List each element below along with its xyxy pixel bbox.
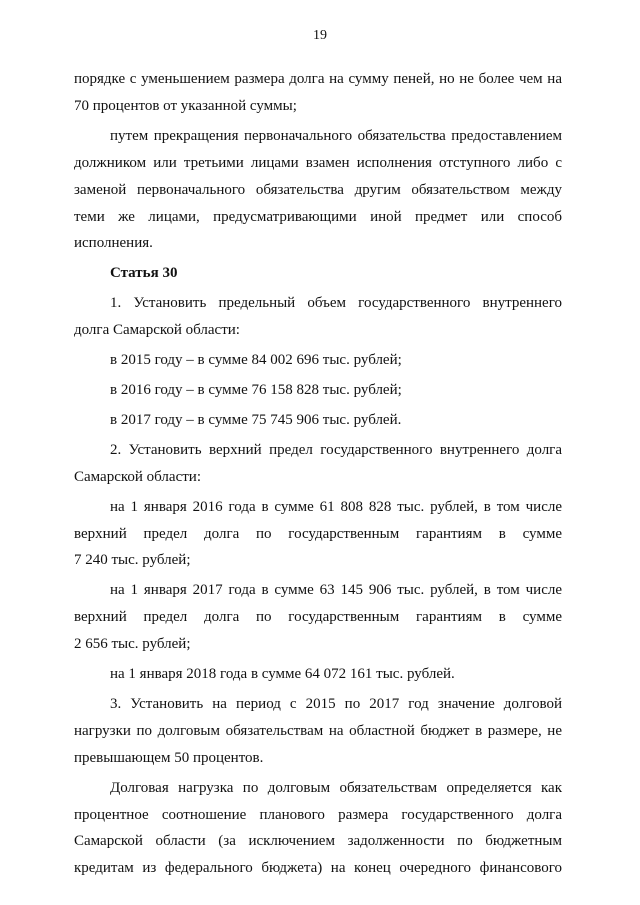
text-line: долга Самарской области:	[74, 322, 240, 339]
text-line: 7 240 тыс. рублей;	[74, 552, 191, 569]
text-line: превышающем 50 процентов.	[74, 749, 264, 766]
paragraph-ceiling-2018: на 1 января 2018 года в сумме 64 072 161 тыс. рублей.	[110, 666, 455, 683]
article-title: Статья 30	[110, 265, 178, 282]
text-line: на 1 января 2016 года в сумме 61 808 828 тыс. рублей, в том числе	[110, 498, 562, 515]
page-number: 19	[313, 28, 327, 43]
text-line: верхний предел долга по государственным гарантиям в сумме	[74, 525, 562, 542]
text-line: путем прекращения первоначального обязательства предоставлением	[110, 127, 562, 144]
text-line: порядке с уменьшением размера долга на сумму пеней, но не более чем на	[74, 71, 562, 87]
paragraph-ceiling-2016	[74, 494, 562, 575]
text-line: Долговая нагрузка по долговым обязательствам определяется как	[110, 779, 562, 796]
paragraph-obligation-termination	[74, 123, 562, 258]
paragraph-debt-load-definition	[74, 775, 562, 883]
paragraph-ceiling-2017	[74, 577, 562, 658]
text-line: нагрузки по долговым обязательствам на областной бюджет в размере, не	[74, 722, 562, 739]
text-line: верхний предел долга по государственным гарантиям в сумме	[74, 609, 562, 626]
text-line: 3. Установить на период с 2015 по 2017 год значение долговой	[110, 695, 562, 712]
text-line: теми же лицами, предусматривающими иной предмет или способ	[74, 208, 562, 225]
paragraph-limit-2016: в 2016 году – в сумме 76 158 828 тыс. рублей;	[110, 381, 402, 398]
paragraph-limit-2015: в 2015 году – в сумме 84 002 696 тыс. рублей;	[110, 352, 402, 369]
text-line: кредитам из федерального бюджета) на конец очередного финансового	[74, 860, 562, 877]
text-line: 2. Установить верхний предел государственного внутреннего долга	[110, 441, 562, 458]
paragraph-item-2	[74, 437, 562, 491]
text-line: Самарской области:	[74, 468, 201, 485]
paragraph-limit-2017: в 2017 году – в сумме 75 745 906 тыс. рублей.	[110, 411, 402, 428]
text-line: 1. Установить предельный объем государственного внутреннего	[110, 295, 562, 312]
paragraph-debt-reduction	[74, 66, 562, 120]
document-body	[74, 66, 562, 882]
text-line: должником или третьими лицами взамен исполнения отступного либо с	[74, 154, 562, 171]
text-line: заменой первоначального обязательства другим обязательством между	[74, 181, 562, 198]
text-line: процентное соотношение планового размера государственного долга	[74, 806, 562, 823]
text-line: 2 656 тыс. рублей;	[74, 636, 191, 653]
paragraph-item-3	[74, 691, 562, 772]
text-line: исполнения.	[74, 235, 153, 252]
text-line: на 1 января 2017 года в сумме 63 145 906 тыс. рублей, в том числе	[110, 582, 562, 599]
text-line: Самарской области (за исключением задолженности по бюджетным	[74, 833, 562, 850]
text-line: 70 процентов от указанной суммы;	[74, 97, 297, 114]
paragraph-item-1	[74, 290, 562, 344]
